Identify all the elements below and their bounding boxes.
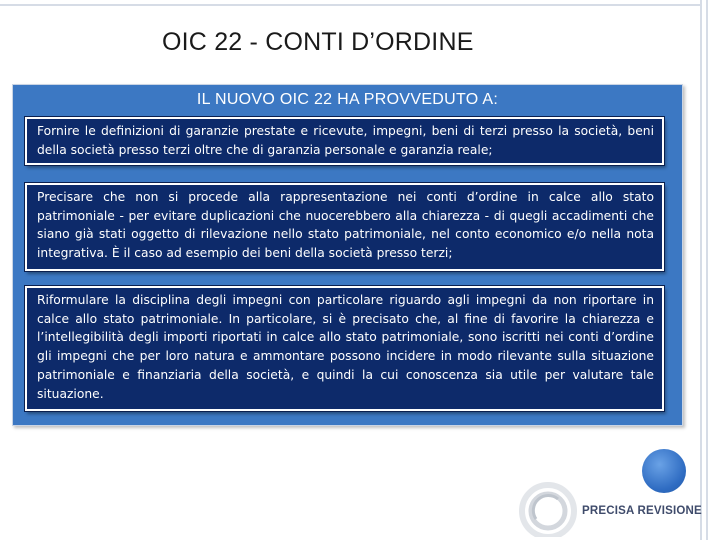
- content-panel: [12, 84, 683, 426]
- frame-line-top: [0, 4, 700, 6]
- swirl-logo-icon: [518, 481, 578, 537]
- logo-text: PRECISA REVISIONE: [582, 505, 702, 517]
- logo: [518, 481, 708, 537]
- frame-line-right: [700, 0, 702, 540]
- item-box-1: Fornire le definizioni di garanzie prestate e ricevute, impegni, beni di terzi presso la società, beni della società presso terzi oltre che di garanzia personale e garanzia reale;: [25, 117, 664, 165]
- frame-line-right-outer: [706, 0, 708, 540]
- item-box-3: Riformulare la disciplina degli impegni con particolare riguardo agli impegni da non riportare in calce allo stato patrimoniale. In particolare, si è precisato che, al fine di favorire la chiarezza e l’intellegibilità degli importi riportati in calce allo stato patrimoniale, sono iscritti nei conti d’ordine gli impegni che per loro natura e ammontare possono incidere in modo rilevante sulla situazione patrimoniale e finanziaria della società, e quindi la cui conoscenza sia utile per valutare tale situazione.: [25, 286, 664, 411]
- item-box-2: Precisare che non si procede alla rappresentazione nei conti d’ordine in calce allo stato patrimoniale - per evitare duplicazioni che nuocerebbero alla chiarezza - di quegli accadimenti che siano già stati oggetto di rilevazione nello stato patrimoniale, nel conto economico e/o nella nota integrativa. È il caso ad esempio dei beni della società presso terzi;: [25, 183, 664, 271]
- slide-title: OIC 22 - CONTI D’ORDINE: [162, 28, 474, 56]
- panel-header: IL NUOVO OIC 22 HA PROVVEDUTO A:: [196, 91, 499, 108]
